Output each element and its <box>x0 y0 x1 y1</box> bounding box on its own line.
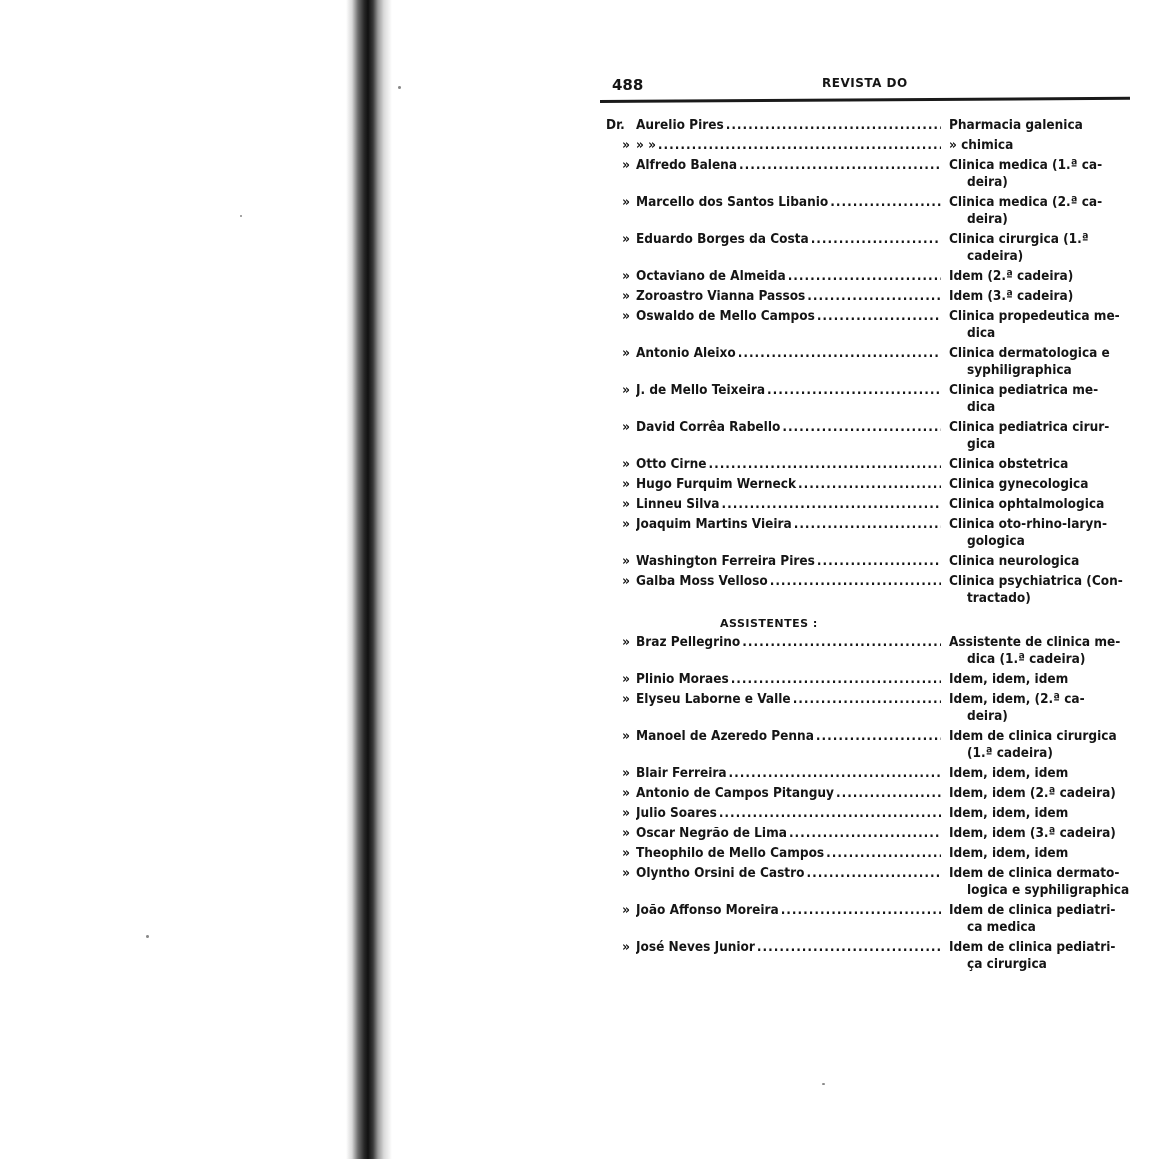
entry-name <box>636 573 941 590</box>
entry-name-text: Alfredo Balena <box>636 157 738 173</box>
entry-name <box>636 825 941 842</box>
leader-dots <box>828 194 941 211</box>
entry-role-line2: dica (1.ª cadeira) <box>967 651 1086 667</box>
list-item <box>600 865 1130 899</box>
entry-mark: » <box>622 345 630 361</box>
entry-role-line2: gologica <box>967 533 1025 549</box>
entry-role-line2: ca medica <box>967 919 1036 935</box>
entry-role-line2: dica <box>967 325 996 341</box>
leader-dots <box>780 419 941 436</box>
entry-name-text: » » <box>636 137 656 153</box>
leader-dots <box>656 137 941 154</box>
list-item <box>600 268 1130 285</box>
leader-dots <box>791 691 941 708</box>
leader-dots <box>804 865 941 882</box>
entry-mark: » <box>622 845 630 861</box>
entry-mark: » <box>622 137 630 153</box>
entry-role-line2: logica e syphiligraphica <box>967 882 1130 898</box>
entry-name-text: Zoroastro Vianna Passos <box>636 288 806 304</box>
entry-role <box>941 671 1130 688</box>
entry-name-text: J. de Mello Teixeira <box>636 382 766 398</box>
list-item <box>600 939 1130 973</box>
leader-dots <box>717 805 941 822</box>
leader-dots <box>814 728 941 745</box>
entry-role-line2: deira) <box>967 174 1008 190</box>
entry-role-line1: Idem, idem (3.ª cadeira) <box>949 825 1116 841</box>
leader-dots <box>824 845 941 862</box>
entry-name <box>636 553 941 570</box>
assistants-list <box>600 634 1130 973</box>
list-item <box>600 288 1130 305</box>
list-item <box>600 825 1130 842</box>
entry-name <box>636 137 941 154</box>
entry-role <box>941 137 1130 154</box>
entry-mark: » <box>622 765 630 781</box>
print-speck <box>398 86 401 89</box>
entry-name <box>636 865 941 882</box>
entry-role-line1: Idem, idem, (2.ª ca- <box>949 691 1085 707</box>
list-item <box>600 382 1130 416</box>
entry-name <box>636 765 941 782</box>
entry-role-line1: Clinica gynecologica <box>949 476 1089 492</box>
section-title-assistentes: ASSISTENTES : <box>720 617 818 630</box>
leader-dots <box>765 382 941 399</box>
entry-role-line2: ça cirurgica <box>967 956 1047 972</box>
entry-role-line2: deira) <box>967 708 1008 724</box>
page-header <box>600 70 1130 92</box>
entry-role-line1: Idem, idem, idem <box>949 805 1069 821</box>
entry-mark: Dr. <box>606 117 625 133</box>
leader-dots <box>815 553 941 570</box>
entry-role-line1: Idem de clinica pediatri- <box>949 902 1116 918</box>
entry-mark: » <box>622 671 630 687</box>
entry-name <box>636 308 941 325</box>
entry-mark: » <box>622 728 630 744</box>
entry-name <box>636 345 941 362</box>
book-binding-gutter <box>346 0 392 1159</box>
running-head: REVISTA DO <box>822 76 908 90</box>
entry-role <box>941 516 1130 550</box>
list-item <box>600 456 1130 473</box>
entry-mark: » <box>622 419 630 435</box>
entry-name <box>636 419 941 436</box>
entry-mark: » <box>622 382 630 398</box>
entry-role <box>941 476 1130 493</box>
entry-name-text: Linneu Silva <box>636 496 720 512</box>
leader-dots <box>736 345 941 362</box>
entry-role <box>941 939 1130 973</box>
leader-dots <box>834 785 941 802</box>
entry-mark: » <box>622 476 630 492</box>
entry-role-line1: Clinica medica (2.ª ca- <box>949 194 1103 210</box>
list-item <box>600 496 1130 513</box>
entry-role <box>941 785 1130 802</box>
entry-role-line1: Clinica psychiatrica (Con- <box>949 573 1123 589</box>
entry-name <box>636 456 941 473</box>
entry-role <box>941 157 1130 191</box>
entry-role-line1: Clinica obstetrica <box>949 456 1069 472</box>
entry-name <box>636 194 941 211</box>
entry-role <box>941 382 1130 416</box>
entry-name-text: Oscar Negrão de Lima <box>636 825 787 841</box>
entry-name <box>636 516 941 533</box>
entry-role-line2: dica <box>967 399 996 415</box>
entry-name <box>636 939 941 956</box>
entry-name-text: Plinio Moraes <box>636 671 729 687</box>
entry-name-text: Braz Pellegrino <box>636 634 741 650</box>
entry-role-line1: Clinica oto-rhino-laryn- <box>949 516 1107 532</box>
entry-name-text: Antonio de Campos Pitanguy <box>636 785 834 801</box>
entry-role-line2: cadeira) <box>967 248 1024 264</box>
list-item <box>600 728 1130 762</box>
entry-mark: » <box>622 516 630 532</box>
entry-role <box>941 496 1130 513</box>
entry-mark: » <box>622 308 630 324</box>
list-item <box>600 476 1130 493</box>
entry-role-line1: Assistente de clinica me- <box>949 634 1121 650</box>
professors-list <box>600 117 1130 607</box>
entry-role-line1: Idem de clinica pediatri- <box>949 939 1116 955</box>
entry-role <box>941 573 1130 607</box>
entry-role <box>941 765 1130 782</box>
entry-role-line2: syphiligraphica <box>967 362 1072 378</box>
entry-name <box>636 634 941 651</box>
entry-role-line1: Pharmacia galenica <box>949 117 1083 133</box>
entry-name <box>636 671 941 688</box>
list-item <box>600 157 1130 191</box>
entry-mark: » <box>622 825 630 841</box>
entry-name-text: Elyseu Laborne e Valle <box>636 691 791 707</box>
entry-role <box>941 117 1130 134</box>
entry-name <box>636 382 941 399</box>
entry-name-text: Blair Ferreira <box>636 765 727 781</box>
list-item <box>600 671 1130 688</box>
entry-name <box>636 288 941 305</box>
entry-role-line1: Clinica medica (1.ª ca- <box>949 157 1103 173</box>
entry-mark: » <box>622 496 630 512</box>
entry-role <box>941 902 1130 936</box>
entry-mark: » <box>622 691 630 707</box>
header-rule <box>600 97 1130 103</box>
list-item <box>600 553 1130 570</box>
entry-name <box>636 902 941 919</box>
entry-name <box>636 805 941 822</box>
entry-mark: » <box>622 865 630 881</box>
entry-name-text: Antonio Aleixo <box>636 345 736 361</box>
entry-name-text: Octaviano de Almeida <box>636 268 786 284</box>
entry-role-line1: Clinica pediatrica cirur- <box>949 419 1110 435</box>
book-page <box>600 70 1130 976</box>
entry-role-line2: tractado) <box>967 590 1031 606</box>
entry-role-line1: Idem, idem, idem <box>949 845 1069 861</box>
print-speck <box>146 935 149 938</box>
list-item <box>600 691 1130 725</box>
list-item <box>600 231 1130 265</box>
entry-role <box>941 805 1130 822</box>
list-item <box>600 117 1130 134</box>
leader-dots <box>779 902 941 919</box>
entry-role-line1: Clinica pediatrica me- <box>949 382 1099 398</box>
entry-mark: » <box>622 902 630 918</box>
list-item <box>600 845 1130 862</box>
faculty-list <box>600 117 1130 973</box>
entry-name-text: Hugo Furquim Werneck <box>636 476 797 492</box>
list-item <box>600 137 1130 154</box>
list-item <box>600 634 1130 668</box>
entry-mark: » <box>622 288 630 304</box>
entry-name-text: Theophilo de Mello Campos <box>636 845 825 861</box>
list-item <box>600 516 1130 550</box>
list-item <box>600 765 1130 782</box>
entry-name-text: Washington Ferreira Pires <box>636 553 815 569</box>
entry-role <box>941 634 1130 668</box>
list-item <box>600 194 1130 228</box>
entry-name-text: Galba Moss Velloso <box>636 573 768 589</box>
entry-role <box>941 419 1130 453</box>
entry-role <box>941 845 1130 862</box>
list-item <box>600 419 1130 453</box>
entry-role <box>941 456 1130 473</box>
print-speck <box>240 215 242 217</box>
leader-dots <box>815 308 941 325</box>
entry-name <box>636 117 941 134</box>
list-item <box>600 902 1130 936</box>
print-speck <box>822 1083 825 1085</box>
list-item <box>600 308 1130 342</box>
entry-role-line1: Idem, idem, idem <box>949 671 1069 687</box>
entry-name <box>636 496 941 513</box>
entry-name-text: Marcello dos Santos Libanio <box>636 194 829 210</box>
entry-mark: » <box>622 268 630 284</box>
entry-name-text: Oswaldo de Mello Campos <box>636 308 815 324</box>
entry-role-line1: Idem, idem (2.ª cadeira) <box>949 785 1116 801</box>
entry-mark: » <box>622 553 630 569</box>
leader-dots <box>706 456 941 473</box>
entry-role <box>941 728 1130 762</box>
page-number: 488 <box>612 76 644 94</box>
entry-role <box>941 268 1130 285</box>
entry-role-line1: Idem de clinica cirurgica <box>949 728 1117 744</box>
leader-dots <box>796 476 941 493</box>
entry-role-line1: Idem (2.ª cadeira) <box>949 268 1074 284</box>
entry-name <box>636 268 941 285</box>
list-item <box>600 805 1130 822</box>
leader-dots <box>786 268 941 285</box>
entry-role <box>941 865 1130 899</box>
entry-name <box>636 728 941 745</box>
entry-role-line2: (1.ª cadeira) <box>967 745 1053 761</box>
entry-name <box>636 231 941 248</box>
entry-role <box>941 345 1130 379</box>
leader-dots <box>792 516 941 533</box>
entry-role-line2: gica <box>967 436 996 452</box>
entry-role <box>941 553 1130 570</box>
entry-name-text: Manoel de Azeredo Penna <box>636 728 814 744</box>
entry-name-text: Eduardo Borges da Costa <box>636 231 809 247</box>
entry-name <box>636 845 941 862</box>
entry-role-line1: » chimica <box>949 137 1014 153</box>
entry-role-line1: Clinica propedeutica me- <box>949 308 1120 324</box>
entry-mark: » <box>622 785 630 801</box>
leader-dots <box>787 825 941 842</box>
leader-dots <box>729 671 941 688</box>
entry-name <box>636 157 941 174</box>
entry-role-line1: Idem de clinica dermato- <box>949 865 1120 881</box>
entry-role-line1: Clinica neurologica <box>949 553 1080 569</box>
entry-mark: » <box>622 939 630 955</box>
list-item <box>600 573 1130 607</box>
entry-role-line1: Clinica ophtalmologica <box>949 496 1105 512</box>
entry-mark: » <box>622 634 630 650</box>
leader-dots <box>740 634 941 651</box>
entry-role <box>941 231 1130 265</box>
entry-name-text: David Corrêa Rabello <box>636 419 781 435</box>
entry-role <box>941 288 1130 305</box>
entry-name-text: João Affonso Moreira <box>636 902 779 918</box>
entry-role-line2: deira) <box>967 211 1008 227</box>
list-item <box>600 785 1130 802</box>
entry-mark: » <box>622 456 630 472</box>
leader-dots <box>809 231 941 248</box>
leader-dots <box>768 573 941 590</box>
leader-dots <box>805 288 941 305</box>
entry-role-line1: Idem (3.ª cadeira) <box>949 288 1074 304</box>
entry-mark: » <box>622 194 630 210</box>
leader-dots <box>755 939 941 956</box>
entry-name-text: Olyntho Orsini de Castro <box>636 865 805 881</box>
entry-role-line1: Idem, idem, idem <box>949 765 1069 781</box>
entry-mark: » <box>622 805 630 821</box>
entry-name-text: Otto Cirne <box>636 456 707 472</box>
entry-role <box>941 691 1130 725</box>
entry-name <box>636 785 941 802</box>
entry-name-text: Julio Soares <box>636 805 717 821</box>
entry-role <box>941 825 1130 842</box>
entry-role-line1: Clinica dermatologica e <box>949 345 1110 361</box>
leader-dots <box>727 765 941 782</box>
entry-name <box>636 691 941 708</box>
leader-dots <box>724 117 941 134</box>
list-item <box>600 345 1130 379</box>
entry-name-text: Joaquim Martins Vieira <box>636 516 792 532</box>
entry-mark: » <box>622 231 630 247</box>
entry-name-text: José Neves Junior <box>636 939 755 955</box>
entry-mark: » <box>622 573 630 589</box>
leader-dots <box>720 496 942 513</box>
entry-name-text: Aurelio Pires <box>636 117 724 133</box>
entry-role <box>941 194 1130 228</box>
entry-role <box>941 308 1130 342</box>
entry-name <box>636 476 941 493</box>
entry-role-line1: Clinica cirurgica (1.ª <box>949 231 1089 247</box>
entry-mark: » <box>622 157 630 173</box>
leader-dots <box>737 157 941 174</box>
